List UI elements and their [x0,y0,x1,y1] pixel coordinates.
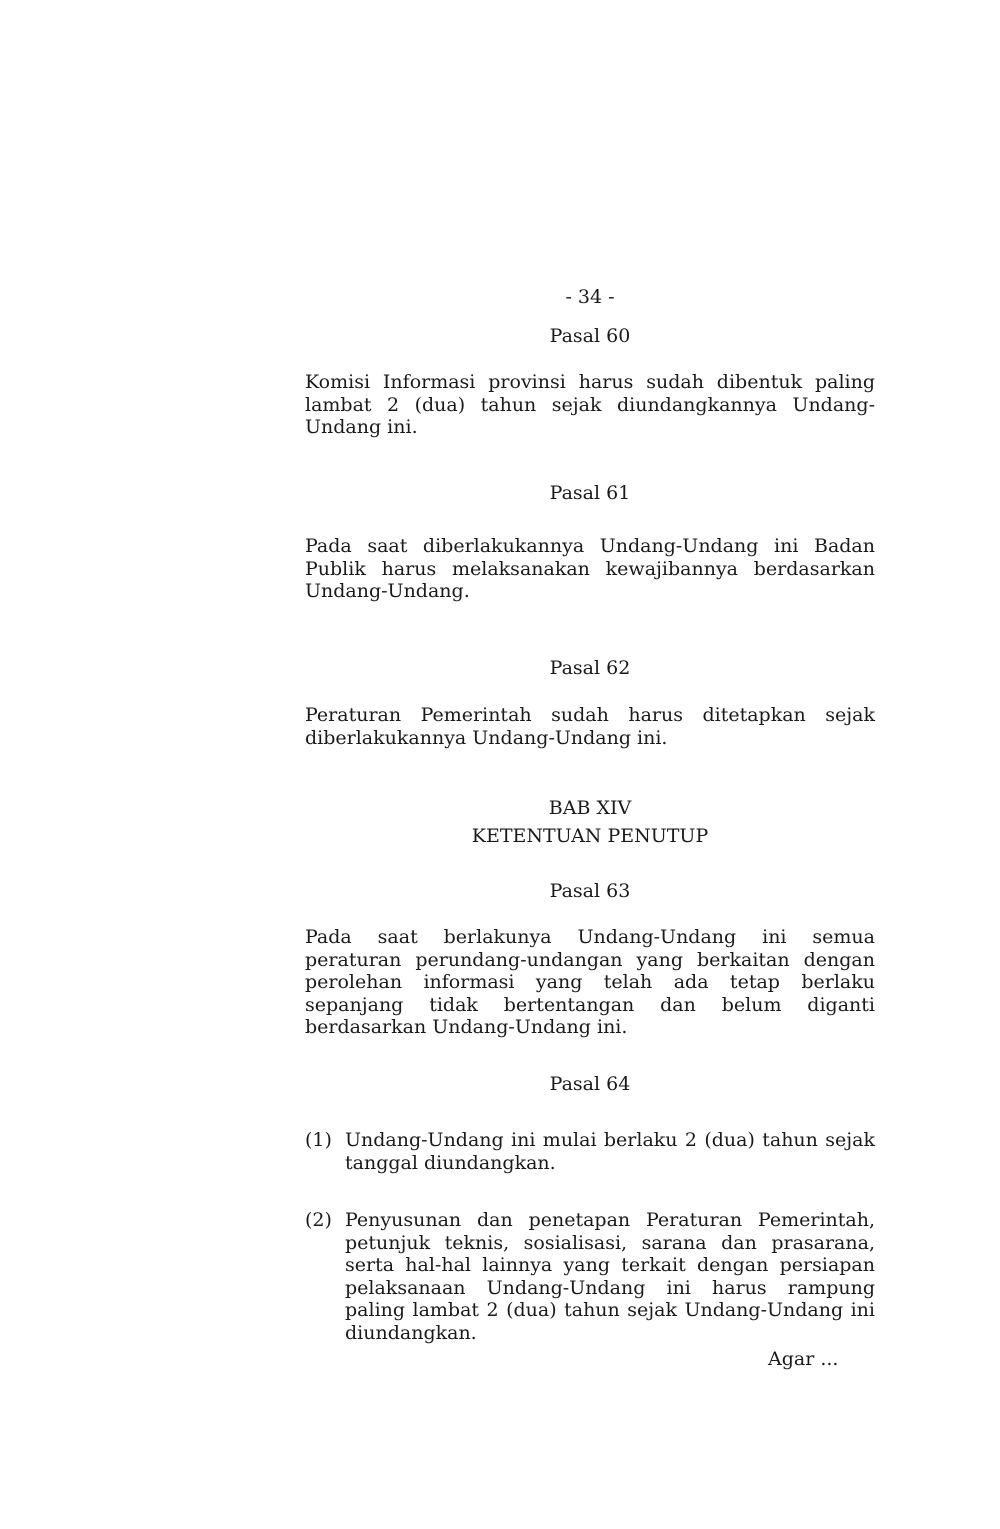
chapter-number: BAB XIV [548,797,632,819]
pasal-64-item-2 [305,1209,875,1344]
pasal-62-title: Pasal 62 [549,657,631,679]
item-text: Undang-Undang ini mulai berlaku 2 (dua) tahun sejak tanggal diundangkan. [345,1129,875,1174]
catchword: Agar ... [768,1348,839,1370]
pasal-61-title: Pasal 61 [549,482,631,504]
chapter-title: KETENTUAN PENUTUP [471,825,709,847]
pasal-61-text: Pada saat diberlakukannya Undang-Undang ini Badan Publik harus melaksanakan kewajibannya berdasarkan Undang-Undang. [305,535,875,602]
pasal-60-text: Komisi Informasi provinsi harus sudah dibentuk paling lambat 2 (dua) tahun sejak diundangkannya Undang-Undang ini. [305,371,875,438]
item-number: (2) [305,1209,332,1231]
pasal-63-title: Pasal 63 [549,880,631,902]
page-number: - 34 - [565,286,615,308]
pasal-60-title: Pasal 60 [549,325,631,347]
item-text: Penyusunan dan penetapan Peraturan Pemerintah, petunjuk teknis, sosialisasi, sarana dan prasarana, serta hal-hal lainnya yang terkait dengan persiapan pelaksanaan Undang-Undang ini harus rampung paling lambat 2 (dua) tahun sejak Undang-Undang ini diundangkan. [345,1209,875,1344]
pasal-64-title: Pasal 64 [549,1073,631,1095]
pasal-63-text: Pada saat berlakunya Undang-Undang ini semua peraturan perundang-undangan yang berkaitan dengan perolehan informasi yang telah ada tetap berlaku sepanjang tidak bertentangan dan belum diganti berdasarkan Undang-Undang ini. [305,926,875,1038]
pasal-62-text: Peraturan Pemerintah sudah harus ditetapkan sejak diberlakukannya Undang-Undang ini. [305,704,875,749]
pasal-64-item-1 [305,1129,875,1174]
item-number: (1) [305,1129,332,1151]
